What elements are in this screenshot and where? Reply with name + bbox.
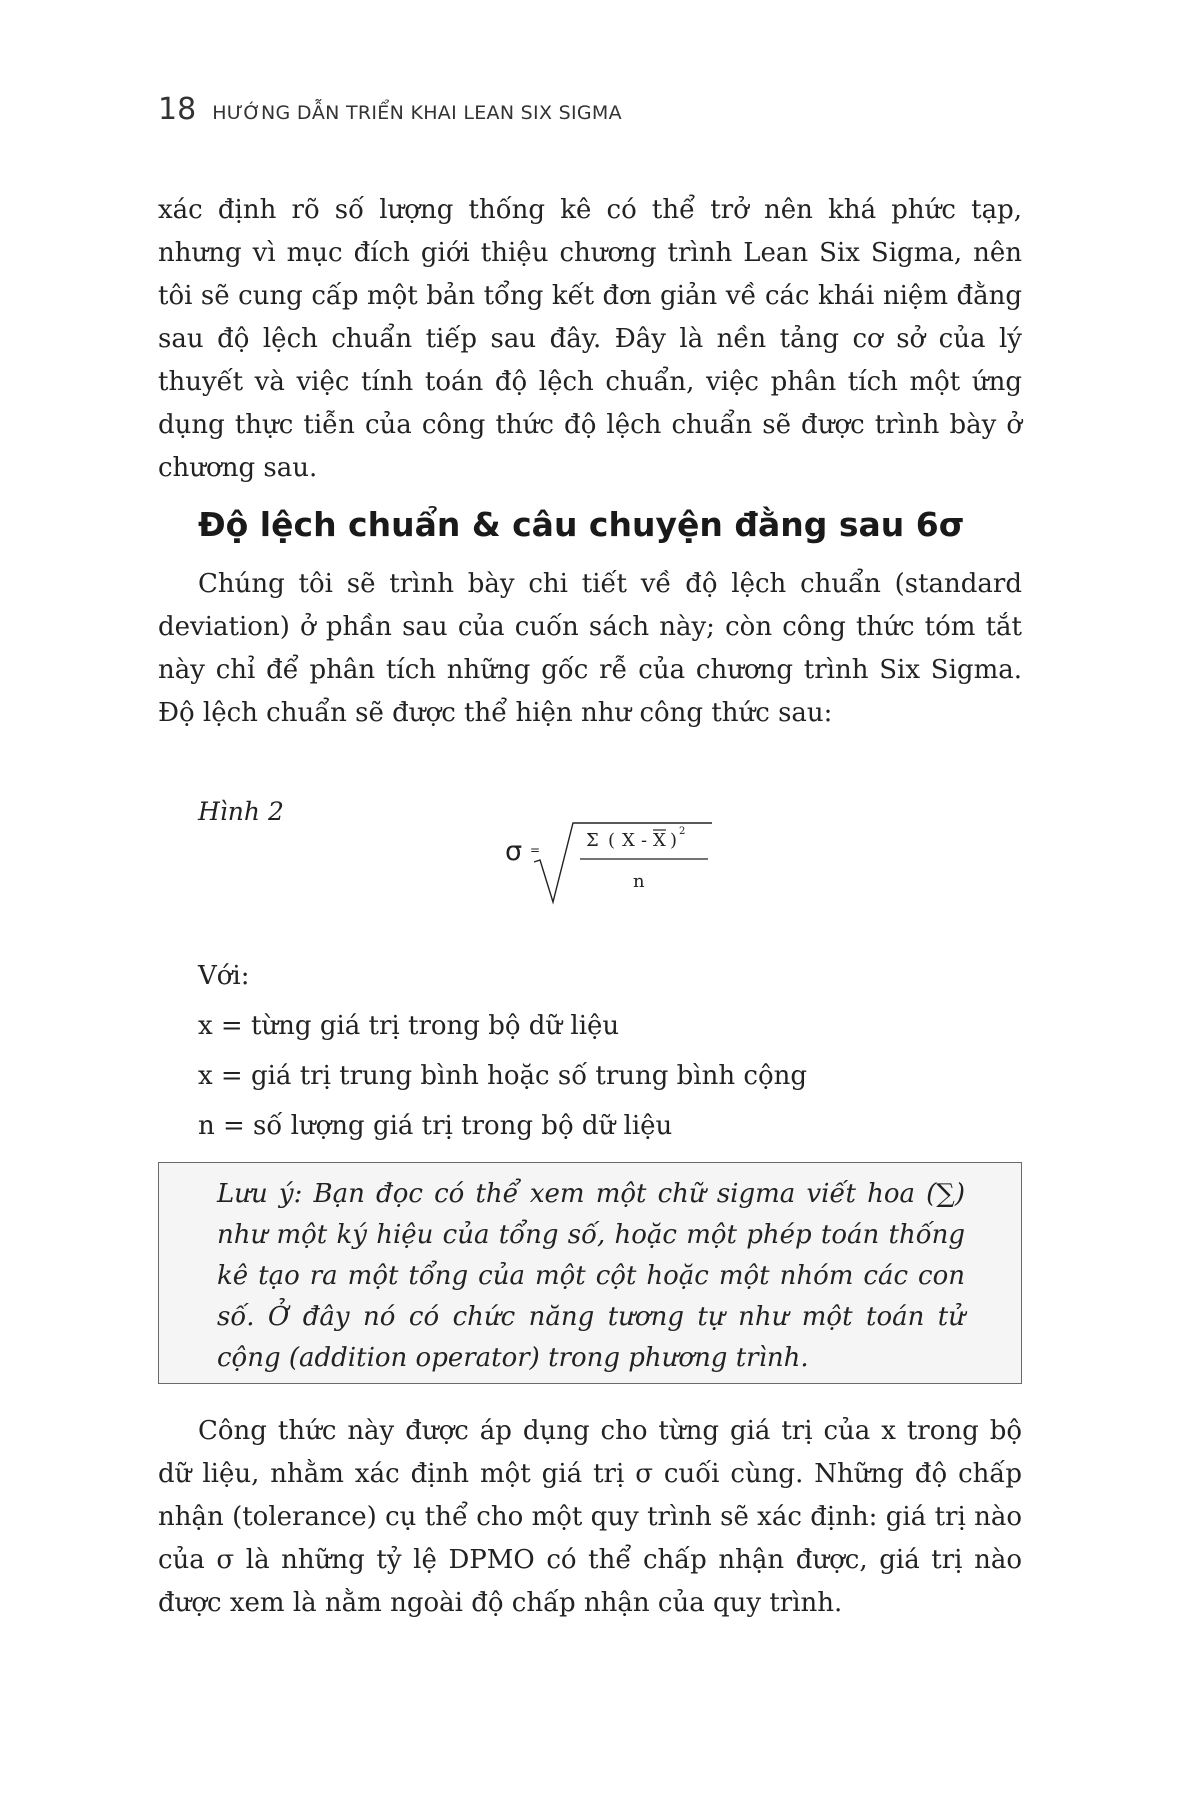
formula-x: X (622, 830, 635, 851)
definition-item: x = từng giá trị trong bộ dữ liệu (198, 1011, 620, 1041)
definitions-intro: Với: (198, 961, 250, 991)
definitions-list (198, 951, 807, 1151)
page-number: 18 (158, 92, 197, 127)
note-box (158, 1162, 1022, 1384)
definition-item: x = giá trị trung bình hoặc số trung bình cộng (198, 1061, 807, 1091)
formula-exponent: 2 (679, 826, 686, 837)
formula-equals: = (530, 843, 541, 857)
formula-sum: Σ (586, 830, 599, 851)
std-dev-formula (500, 820, 730, 910)
formula-x-bar: X (653, 830, 666, 851)
formula-denominator: n (633, 871, 645, 892)
figure-label: Hình 2 (198, 797, 284, 826)
running-head: HƯỚNG DẪN TRIỂN KHAI LEAN SIX SIGMA (212, 102, 622, 124)
section-paragraph: Chúng tôi sẽ trình bày chi tiết về độ lệch chuẩn (standard deviation) ở phần sau của cuốn sách này; còn công thức tóm tắt này chỉ để phân tích những gốc rễ của chương trình Six Sigma. Độ lệch chuẩn sẽ được thể hiện như công thức sau: (158, 569, 1022, 728)
section-heading: Độ lệch chuẩn & câu chuyện đằng sau 6σ (198, 505, 965, 544)
formula-open-paren: ( (608, 830, 616, 851)
page-header (158, 92, 622, 127)
intro-paragraph: xác định rõ số lượng thống kê có thể trở nên khá phức tạp, nhưng vì mục đích giới thiệu chương trình Lean Six Sigma, nên tôi sẽ cung cấp một bản tổng kết đơn giản về các khái niệm đằng sau độ lệch chuẩn tiếp sau đây. Đây là nền tảng cơ sở của lý thuyết và việc tính toán độ lệch chuẩn, việc phân tích một ứng dụng thực tiễn của công thức độ lệch chuẩn sẽ được trình bày ở chương sau. (158, 195, 1022, 483)
formula-close-paren: ) (670, 830, 678, 851)
formula-minus: - (641, 830, 648, 851)
closing-paragraph: Công thức này được áp dụng cho từng giá trị của x trong bộ dữ liệu, nhằm xác định một giá trị σ cuối cùng. Những độ chấp nhận (tolerance) cụ thể cho một quy trình sẽ xác định: giá trị nào của σ là những tỷ lệ DPMO có thể chấp nhận được, giá trị nào được xem là nằm ngoài độ chấp nhận của quy trình. (158, 1416, 1022, 1618)
note-text: Lưu ý: Bạn đọc có thể xem một chữ sigma viết hoa (∑) như một ký hiệu của tổng số, hoặc một phép toán thống kê tạo ra một tổng của một cột hoặc một nhóm các con số. Ở đây nó có chức năng tương tự như một toán tử cộng (addition operator) trong phương trình. (217, 1179, 965, 1373)
definition-item: n = số lượng giá trị trong bộ dữ liệu (198, 1111, 673, 1141)
formula-sigma: σ (505, 836, 523, 867)
